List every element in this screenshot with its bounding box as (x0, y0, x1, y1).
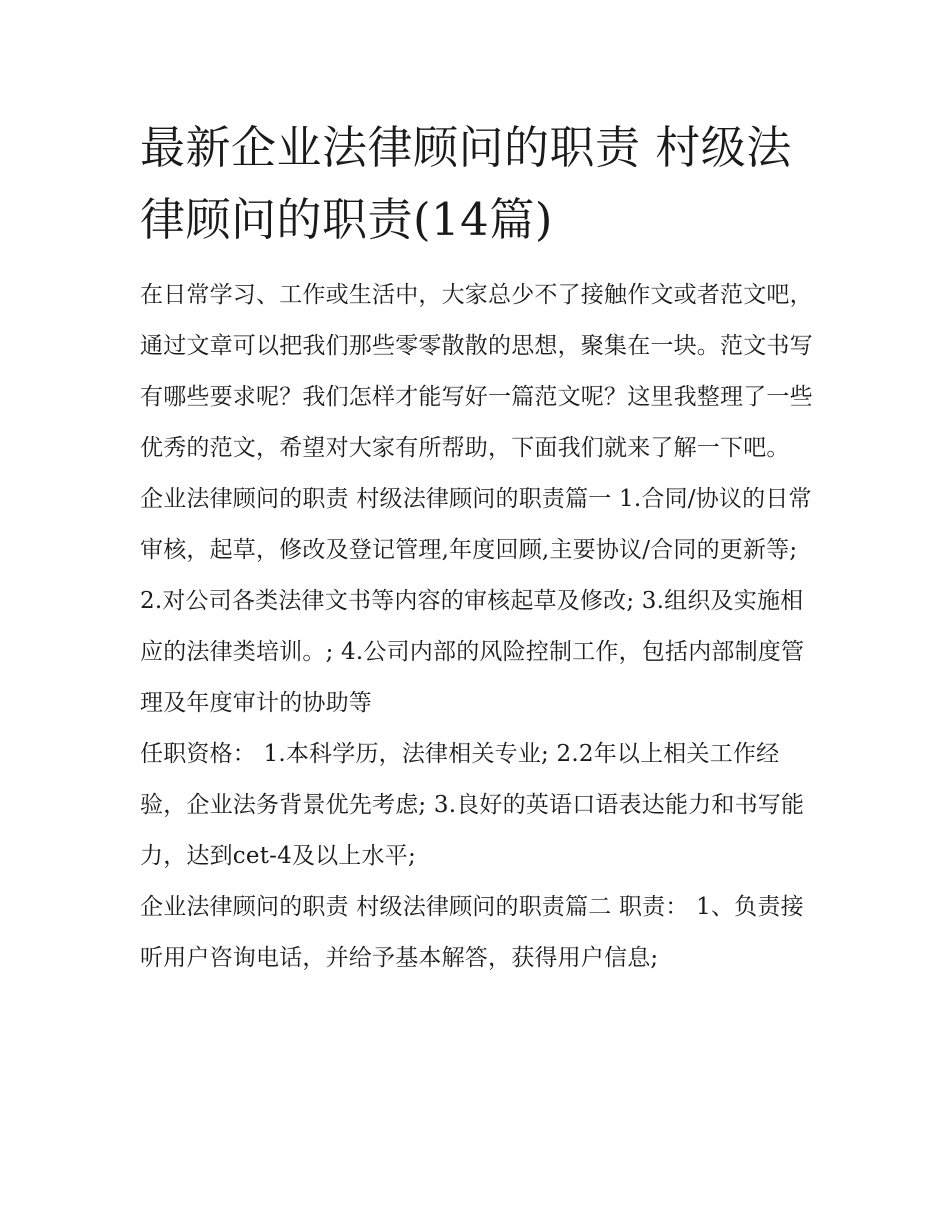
document-title: 最新企业法律顾问的职责 村级法律顾问的职责(14篇) (140, 121, 792, 246)
paragraph-intro: 在日常学习、工作或生活中，大家总少不了接触作文或者范文吧，通过文章可以把我们那些零零散散的思想，聚集在一块。范文书写有哪些要求呢？我们怎样才能写好一篇范文呢？这里我整理了一些优秀的范文，希望对大家有所帮助，下面我们就来了解一下吧。 (140, 282, 813, 461)
paragraph-duties: 2.对公司各类法律文书等内容的审核起草及修改; 3.组织及实施相应的法律类培训。; 4.公司内部的风险控制工作，包括内部制度管理及年度审计的协助等 (140, 588, 805, 716)
paragraph-section-two: 企业法律顾问的职责 村级法律顾问的职责篇二 职责： 1、负责接听用户咨询电话，并给予基本解答，获得用户信息; (140, 894, 804, 971)
paragraph-qualifications: 任职资格： 1.本科学历，法律相关专业; 2.2年以上相关工作经验，企业法务背景优先考虑; 3.良好的英语口语表达能力和书写能力，达到cet-4及以上水平; (140, 741, 805, 869)
paragraph-section-one: 企业法律顾问的职责 村级法律顾问的职责篇一 1.合同/协议的日常审核，起草，修改及登记管理,年度回顾,主要协议/合同的更新等; (140, 486, 812, 563)
document-content (140, 112, 816, 984)
